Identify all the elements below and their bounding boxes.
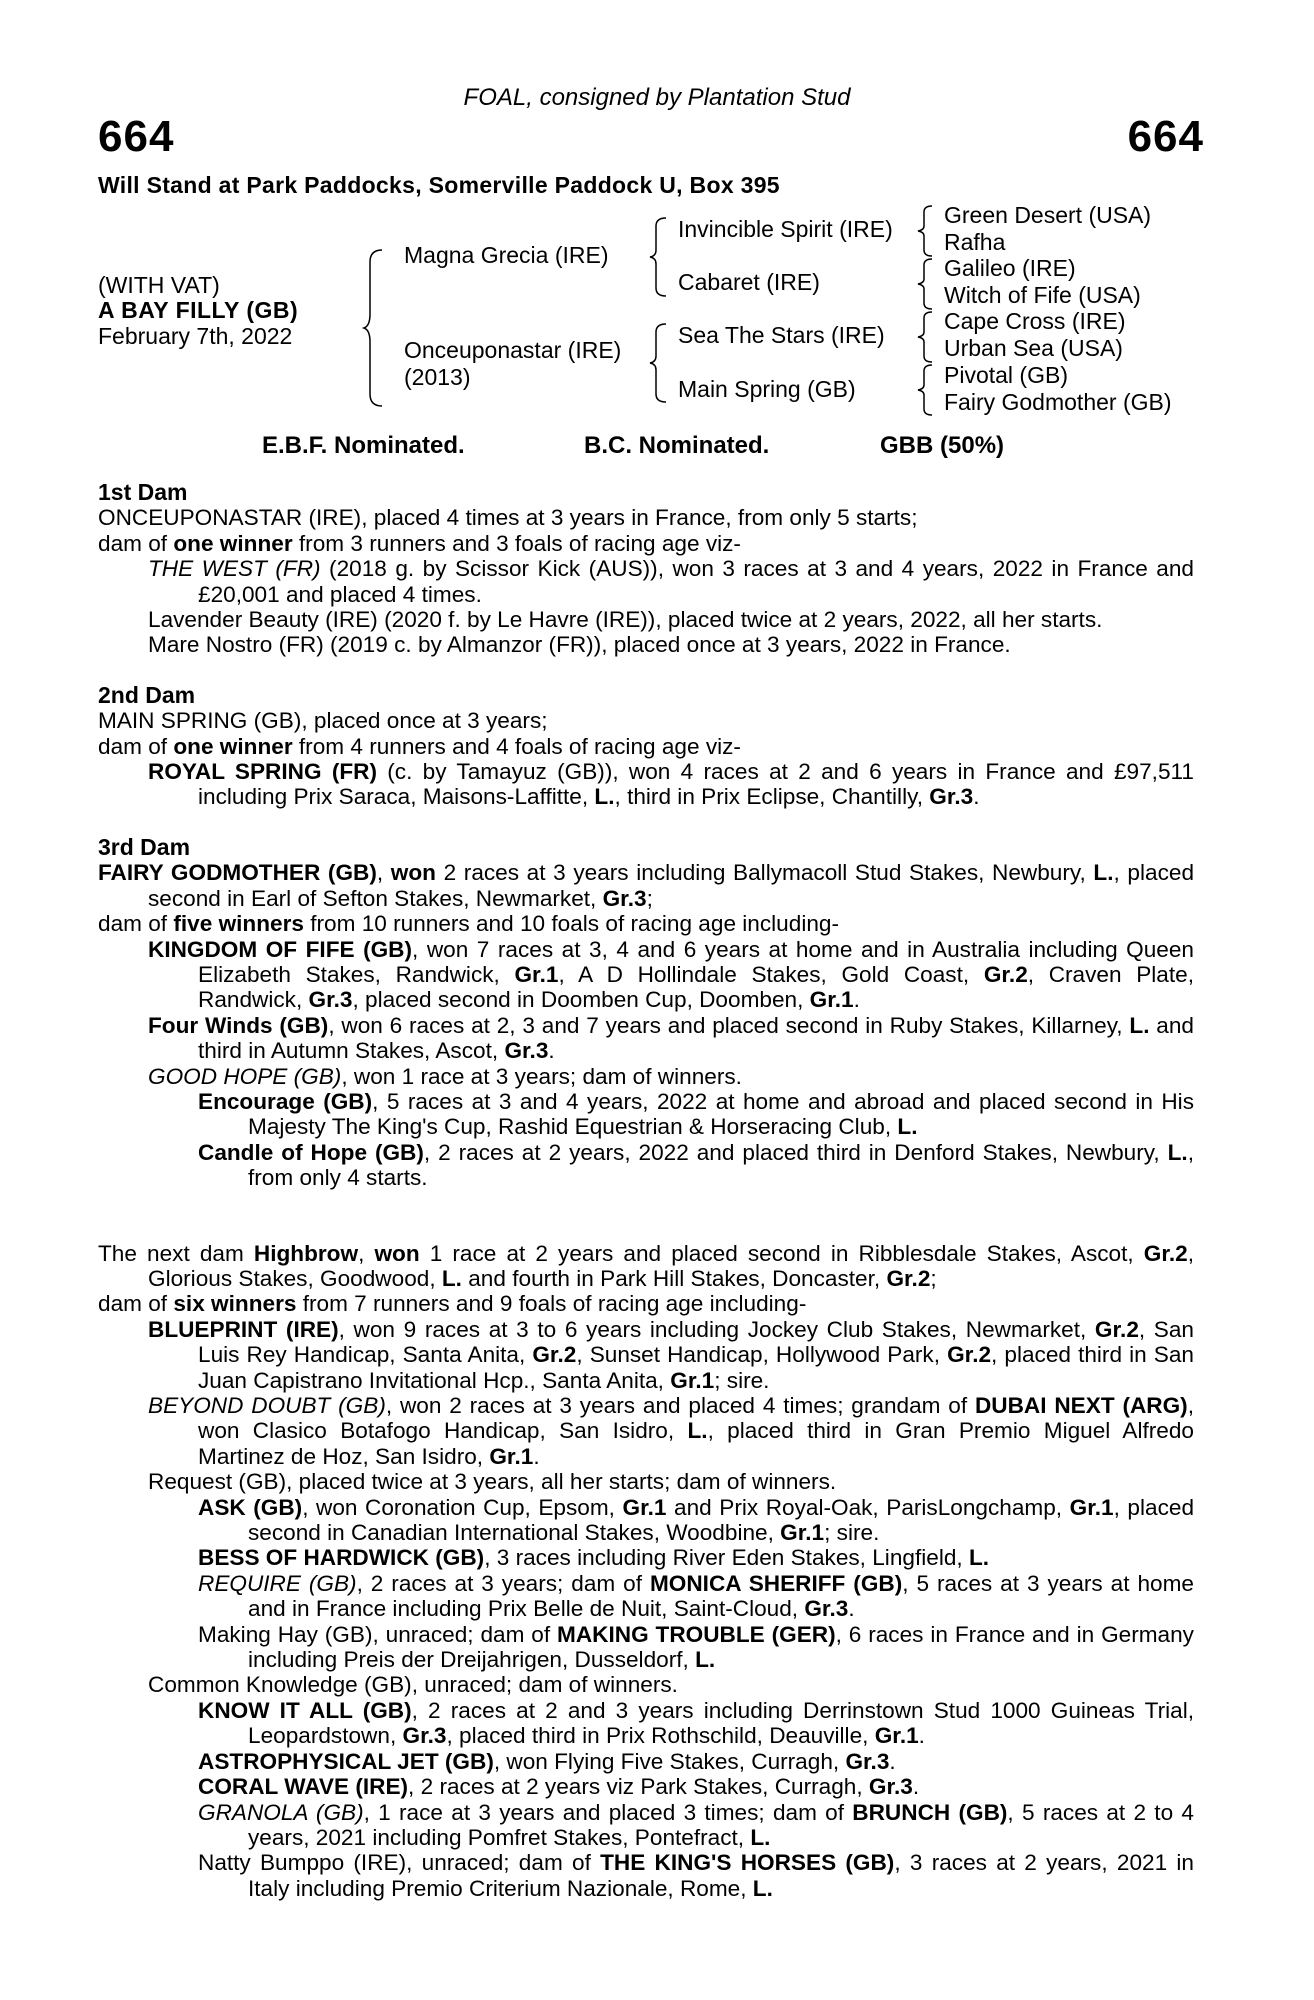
first-dam-heading: 1st Dam (98, 479, 188, 505)
progeny-item: Candle of Hope (GB), 2 races at 2 years, 2022 and placed third in Denford Stakes, Newbury, L., from only 4 starts. (198, 1139, 1194, 1191)
pedigree-g6: Urban Sea (USA) (944, 335, 1123, 361)
next-dam-dam-of: dam of six winners from 7 runners and 9 foals of racing age including- (98, 1291, 807, 1317)
pedigree-sire-sire: Invincible Spirit (IRE) (678, 216, 893, 242)
progeny-item: Natty Bumppo (IRE), unraced; dam of THE KING'S HORSES (GB), 3 races at 2 years, 2021 in Italy including Premio Criterium Nazionale, Rome, L. (198, 1850, 1194, 1901)
pedigree-g8: Fairy Godmother (GB) (944, 389, 1172, 415)
pedigree-brace-dam (648, 322, 670, 404)
progeny-item: Mare Nostro (FR) (2019 c. by Almanzor (FR)), placed once at 3 years, 2022 in France. (148, 632, 1011, 658)
second-dam-dam-of: dam of one winner from 4 runners and 4 foals of racing age viz- (98, 733, 741, 759)
bc-nomination: B.C. Nominated. (584, 432, 770, 459)
third-dam-dam-of: dam of five winners from 10 runners and 10 foals of racing age including- (98, 911, 839, 937)
pedigree-brace-g1 (916, 204, 936, 258)
catalogue-body (98, 480, 1194, 1901)
stand-location: Will Stand at Park Paddocks, Somerville Paddock U, Box 395 (98, 172, 780, 198)
progeny-item: BLUEPRINT (IRE), won 9 races at 3 to 6 years including Jockey Club Stakes, Newmarket, Gr.2, San Luis Rey Handicap, Santa Anita, Gr.2, Sunset Handicap, Hollywood Park, Gr.2, placed third in San Juan Capistrano Invitational Hcp., Santa Anita, Gr.1; sire. (148, 1316, 1194, 1393)
pedigree-g2: Rafha (944, 229, 1006, 255)
progeny-item: Four Winds (GB), won 6 races at 2, 3 and 7 years and placed second in Ruby Stakes, Killarney, L. and third in Autumn Stakes, Ascot, Gr.3. (148, 1012, 1195, 1064)
first-dam-dam-of: dam of one winner from 3 runners and 3 foals of racing age viz- (98, 530, 741, 556)
pedigree-g5: Cape Cross (IRE) (944, 308, 1126, 334)
progeny-item: GOOD HOPE (GB), won 1 race at 3 years; dam of winners. (148, 1063, 742, 1089)
pedigree-g3: Galileo (IRE) (944, 255, 1076, 281)
progeny-item: BESS OF HARDWICK (GB), 3 races including River Eden Stakes, Lingfield, L. (198, 1545, 990, 1571)
pedigree-dam-year: (2013) (404, 364, 471, 390)
progeny-item: KINGDOM OF FIFE (GB), won 7 races at 3, 4 and 6 years at home and in Australia including Queen Elizabeth Stakes, Randwick, Gr.1, A D Hollindale Stakes, Gold Coast, Gr.2, Craven Plate, Randwick, Gr.3, placed second in Doomben Cup, Doomben, Gr.1. (148, 936, 1194, 1013)
progeny-item: CORAL WAVE (IRE), 2 races at 2 years viz Park Stakes, Curragh, Gr.3. (198, 1774, 920, 1800)
pedigree-dam-sire: Sea The Stars (IRE) (678, 322, 885, 348)
foaling-date: February 7th, 2022 (98, 323, 293, 349)
pedigree-brace-main (362, 248, 388, 408)
lot-number-left: 664 (98, 112, 175, 161)
ebf-nomination: E.B.F. Nominated. (262, 432, 465, 459)
pedigree-g7: Pivotal (GB) (944, 362, 1068, 388)
pedigree-brace-g3 (916, 310, 936, 364)
progeny-item: Lavender Beauty (IRE) (2020 f. by Le Havre (IRE)), placed twice at 2 years, 2022, all her starts. (148, 607, 1103, 633)
third-dam-heading: 3rd Dam (98, 833, 191, 860)
second-dam-line: MAIN SPRING (GB), placed once at 3 years; (98, 708, 548, 734)
progeny-item: Encourage (GB), 5 races at 3 and 4 years, 2022 at home and abroad and placed second in His Majesty The King's Cup, Rashid Equestrian & Horseracing Club, L. (198, 1088, 1194, 1140)
progeny-item: REQUIRE (GB), 2 races at 3 years; dam of MONICA SHERIFF (GB), 5 races at 3 years at home and in France including Prix Belle de Nuit, Saint-Cloud, Gr.3. (198, 1570, 1194, 1622)
progeny-item: GRANOLA (GB), 1 race at 3 years and placed 3 times; dam of BRUNCH (GB), 5 races at 2 to 4 years, 2021 including Pomfret Stakes, Pontefract, L. (198, 1799, 1194, 1850)
lot-name: A BAY FILLY (GB) (98, 297, 299, 323)
pedigree-brace-sire (648, 216, 670, 298)
lot-number-right: 664 (1127, 112, 1204, 161)
first-dam-line: ONCEUPONASTAR (IRE), placed 4 times at 3 years in France, from only 5 starts; (98, 505, 918, 531)
progeny-item: THE WEST (FR) (2018 g. by Scissor Kick (AUS)), won 3 races at 3 and 4 years, 2022 in France and £20,001 and placed 4 times. (148, 556, 1194, 607)
second-dam-heading: 2nd Dam (98, 681, 196, 708)
progeny-item: ASK (GB), won Coronation Cup, Epsom, Gr.1 and Prix Royal-Oak, ParisLongchamp, Gr.1, placed second in Canadian International Stakes, Woodbine, Gr.1; sire. (198, 1494, 1195, 1546)
progeny-item: KNOW IT ALL (GB), 2 races at 2 and 3 years including Derrinstown Stud 1000 Guineas Trial, Leopardstown, Gr.3, placed third in Prix Rothschild, Deauville, Gr.1. (198, 1697, 1194, 1749)
pedigree-dam: Onceuponastar (IRE) (404, 337, 622, 363)
progeny-item: Making Hay (GB), unraced; dam of MAKING TROUBLE (GER), 6 races in France and in Germany including Preis der Dreijahrigen, Dusseldorf, L. (198, 1621, 1194, 1673)
pedigree-brace-g2 (916, 257, 936, 311)
consignment-line: FOAL, consigned by Plantation Stud (463, 84, 851, 111)
progeny-item: ROYAL SPRING (FR) (c. by Tamayuz (GB)), won 4 races at 2 and 6 years in France and £97,511 including Prix Saraca, Maisons-Laffitte, L., third in Prix Eclipse, Chantilly, Gr.3. (148, 759, 1194, 810)
pedigree-g4: Witch of Fife (USA) (944, 282, 1141, 308)
progeny-item: Request (GB), placed twice at 3 years, all her starts; dam of winners. (148, 1469, 837, 1495)
third-dam-line: FAIRY GODMOTHER (GB), won 2 races at 3 years including Ballymacoll Stud Stakes, Newbury, L., placed second in Earl of Sefton Stakes, Newmarket, Gr.3; (98, 860, 1195, 911)
pedigree-sire: Magna Grecia (IRE) (404, 242, 609, 268)
pedigree-brace-g4 (916, 363, 936, 417)
vat-note: (WITH VAT) (98, 272, 220, 298)
progeny-item: Common Knowledge (GB), unraced; dam of winners. (148, 1672, 678, 1698)
next-dam-line: The next dam Highbrow, won 1 race at 2 years and placed second in Ribblesdale Stakes, Ascot, Gr.2, Glorious Stakes, Goodwood, L. and fourth in Park Hill Stakes, Doncaster, Gr.2; (98, 1240, 1195, 1291)
pedigree-g1: Green Desert (USA) (944, 202, 1152, 228)
progeny-item: BEYOND DOUBT (GB), won 2 races at 3 years and placed 4 times; grandam of DUBAI NEXT (ARG), won Clasico Botafogo Handicap, San Isidro, L., placed third in Gran Premio Miguel Alfredo Martinez de Hoz, San Isidro, Gr.1. (148, 1393, 1195, 1469)
progeny-item: ASTROPHYSICAL JET (GB), won Flying Five Stakes, Curragh, Gr.3. (198, 1748, 896, 1774)
pedigree-sire-dam: Cabaret (IRE) (678, 269, 820, 295)
pedigree-dam-dam: Main Spring (GB) (678, 376, 856, 402)
gbb-status: GBB (50%) (880, 432, 1005, 459)
